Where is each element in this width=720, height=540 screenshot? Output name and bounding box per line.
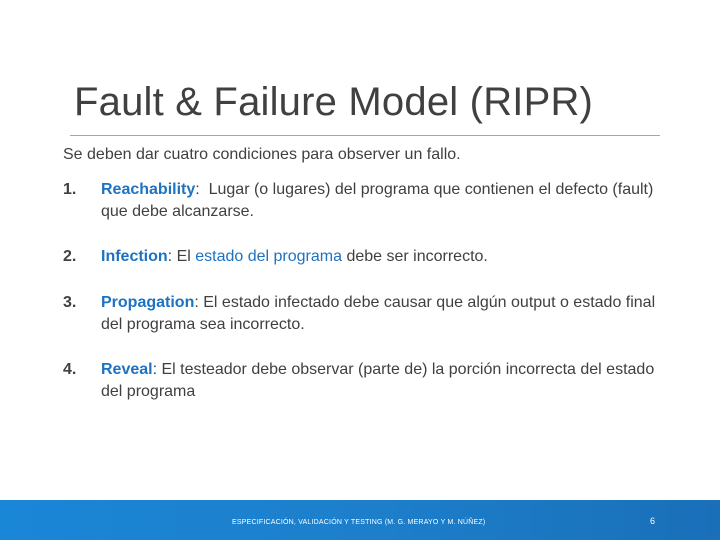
footer-bar	[0, 500, 720, 540]
term-description: El estado infectado debe causar que algún output o estado final del programa sea incorrecto.	[101, 294, 660, 333]
slide-intro: Se deben dar cuatro condiciones para observer un fallo.	[63, 146, 461, 163]
slide-title: Fault & Failure Model (RIPR)	[74, 80, 594, 124]
term-description: El testeador debe observar (parte de) la porción incorrecta del estado del programa	[101, 361, 659, 400]
term-reveal: Reveal	[101, 361, 153, 378]
highlighted-phrase: estado del programa	[195, 248, 342, 265]
footer-caption: ESPECIFICACIÓN, VALIDACIÓN Y TESTING (M. G. MERAYO Y M. NÚÑEZ)	[232, 519, 486, 526]
list-text	[101, 359, 661, 403]
term-description-end: debe ser incorrecto.	[342, 248, 488, 265]
term-description: El	[176, 248, 196, 265]
term-propagation: Propagation	[101, 294, 195, 311]
title-divider	[70, 135, 660, 136]
list-number: 3.	[63, 294, 77, 311]
term-description: Lugar (o lugares) del programa que contienen el defecto (fault) que debe alcanzarse.	[101, 181, 658, 220]
term-reachability: Reachability	[101, 181, 196, 198]
term-separator: :	[167, 248, 177, 265]
term-separator: :	[194, 294, 199, 311]
list-number: 2.	[63, 248, 77, 265]
list-text	[101, 179, 661, 223]
term-separator: :	[195, 181, 200, 198]
list-text	[101, 292, 661, 336]
term-separator: :	[152, 361, 158, 378]
term-infection: Infection	[101, 248, 168, 265]
list-number: 4.	[63, 361, 77, 378]
page-number: 6	[650, 516, 656, 526]
list-text	[101, 246, 661, 268]
list-number: 1.	[63, 181, 77, 198]
